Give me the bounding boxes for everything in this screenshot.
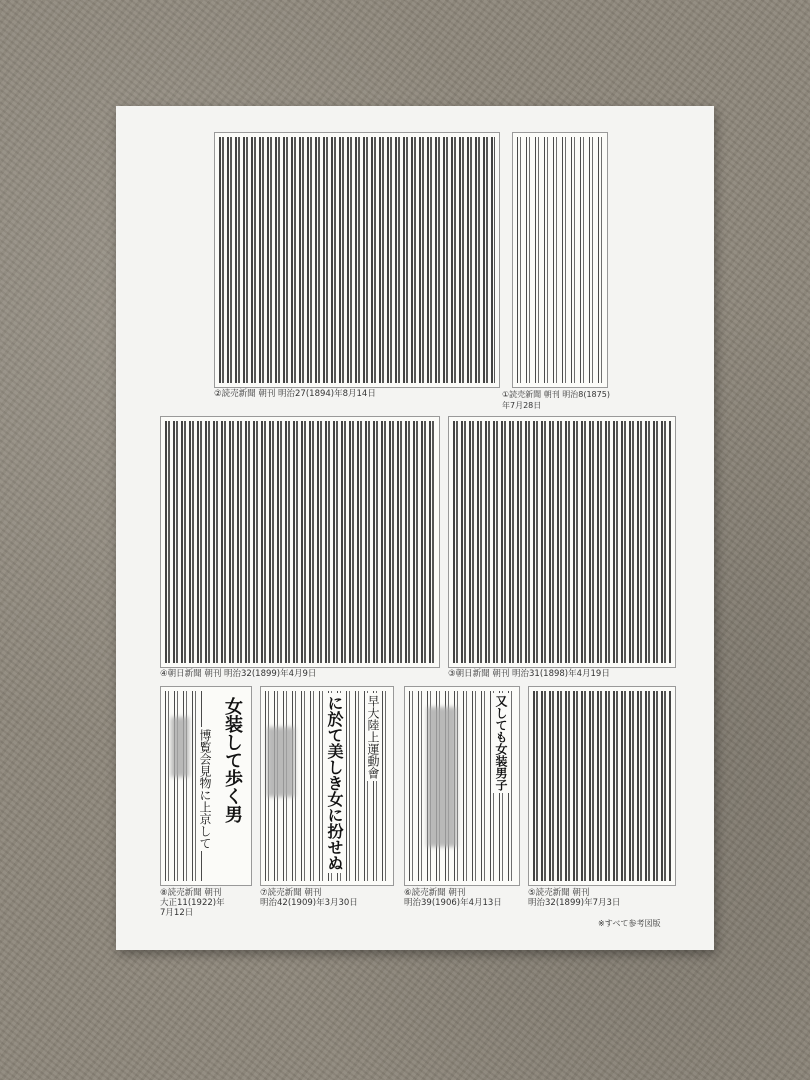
clipping-3 bbox=[448, 416, 676, 668]
caption-8-line1: ⑧読売新聞 朝刊 bbox=[160, 888, 222, 898]
caption-5-line2: 明治32(1899)年7月3日 bbox=[528, 898, 621, 908]
caption-5-line1: ⑤読売新聞 朝刊 bbox=[528, 888, 590, 898]
caption-7-line2: 明治42(1909)年3月30日 bbox=[260, 898, 358, 908]
caption-2: ②読売新聞 朝刊 明治27(1894)年8月14日 bbox=[214, 389, 376, 399]
clipping-2 bbox=[214, 132, 500, 388]
clipping-4 bbox=[160, 416, 440, 668]
caption-8-line3: 7月12日 bbox=[160, 908, 194, 918]
caption-7-line1: ⑦読売新聞 朝刊 bbox=[260, 888, 322, 898]
clipping-7 bbox=[260, 686, 394, 886]
subhead-8: 博覧会見物に上京して bbox=[198, 729, 212, 849]
clipping-5 bbox=[528, 686, 676, 886]
caption-4: ④朝日新聞 朝刊 明治32(1899)年4月9日 bbox=[160, 669, 317, 679]
clipping-8 bbox=[160, 686, 252, 886]
clipping-1 bbox=[512, 132, 608, 388]
headline-7: に於て美しき女に扮せぬ bbox=[325, 695, 344, 871]
clipping-6 bbox=[404, 686, 520, 886]
caption-6-line1: ⑥読売新聞 朝刊 bbox=[404, 888, 466, 898]
headline-6: 又しても女装男子 bbox=[494, 695, 508, 791]
caption-8-line2: 大正11(1922)年 bbox=[160, 898, 225, 908]
reference-board bbox=[116, 106, 714, 950]
caption-6-line2: 明治39(1906)年4月13日 bbox=[404, 898, 502, 908]
caption-3: ③朝日新聞 朝刊 明治31(1898)年4月19日 bbox=[448, 669, 610, 679]
caption-1: ①読売新聞 朝刊 明治8(1875)年7月28日 bbox=[502, 390, 610, 410]
footer-note: ※すべて参考図版 bbox=[598, 919, 661, 928]
headline-8: 女装して歩く男 bbox=[219, 695, 245, 825]
subhead-7: 早大陸上運動會 bbox=[366, 695, 380, 779]
